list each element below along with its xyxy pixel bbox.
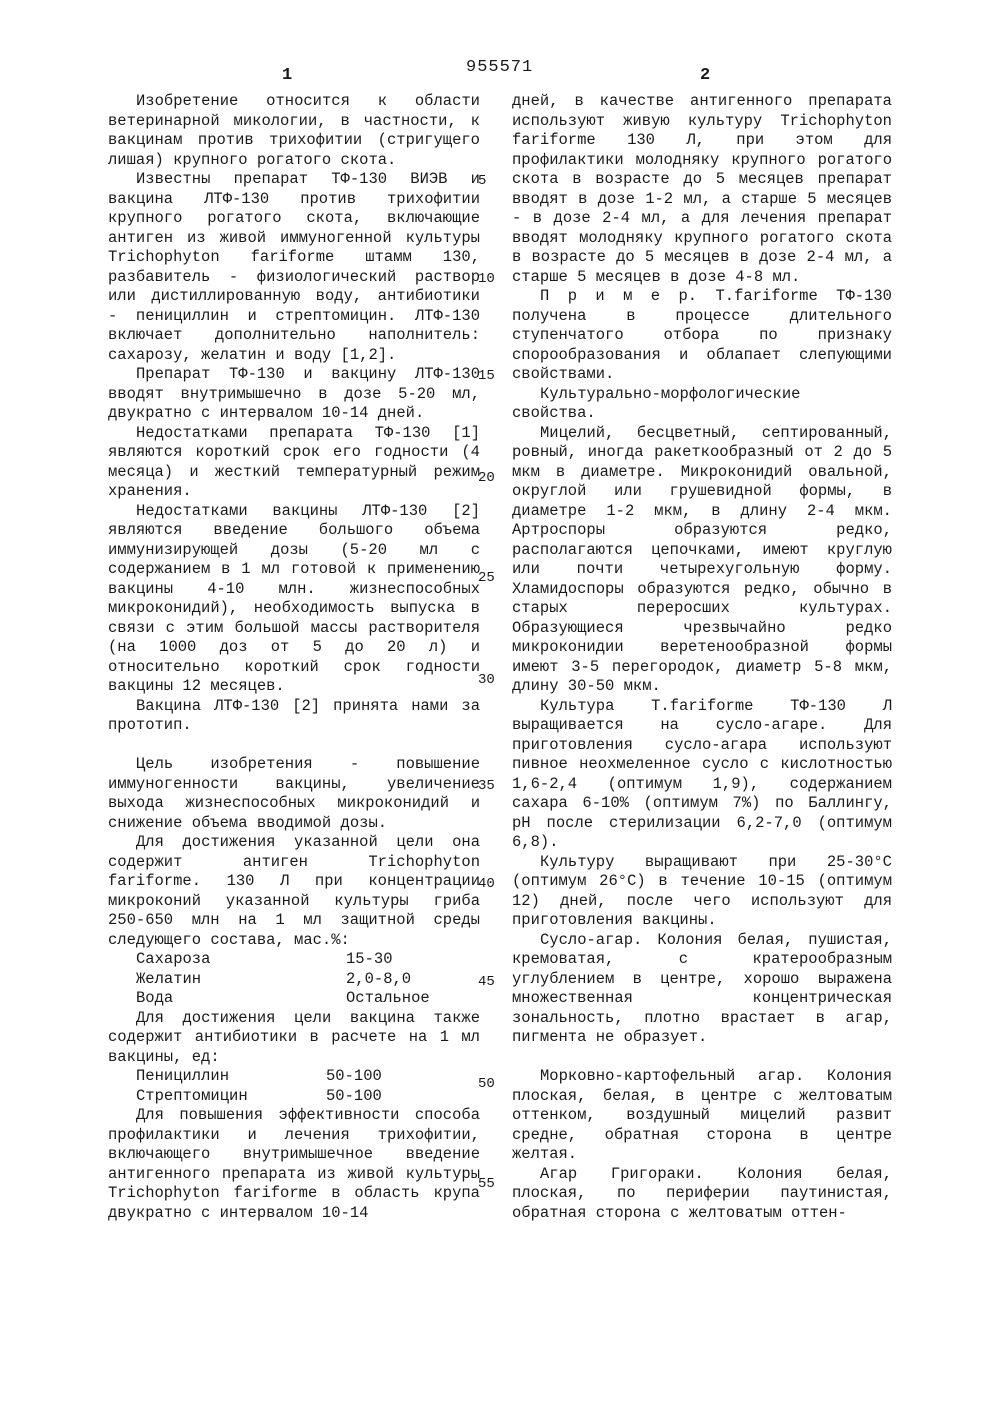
- antibiotic-name: Стрептомицин: [136, 1086, 248, 1105]
- component-value: 2,0-8,0: [346, 969, 412, 988]
- composition-table: [108, 950, 480, 1009]
- line-number: 50: [478, 1076, 495, 1092]
- paragraph: Цель изобретения - повышение иммуногенности вакцины, увеличение выхода жизнеспособных микроконидий и снижение объема вводимой дозы.: [108, 755, 480, 832]
- antibiotics-table: [108, 1067, 480, 1106]
- component-value: 15-30: [346, 950, 393, 968]
- line-number: 35: [478, 778, 495, 794]
- line-number: 20: [478, 470, 495, 486]
- table-row: [136, 1067, 480, 1087]
- paragraph: Культурально-морфологические свойства.: [512, 384, 801, 422]
- table-row: [136, 1087, 480, 1107]
- line-number: 30: [478, 672, 495, 688]
- table-row: [136, 950, 480, 970]
- component-name: Сахароза: [136, 950, 211, 968]
- line-number: 5: [478, 173, 487, 189]
- paragraph: Известны препарат ТФ-130 ВИЭВ и вакцина ЛТФ-130 против трихофитии крупного рогатого скота, включающие антиген из живой иммуногенной культуры Trichophyton fariforme штамм 130, разбавитель - физиологический раствор или дистиллированную воду, антибиотики - пенициллин и стрептомицин. ЛТФ-130 включает дополнительно наполнитель: сахарозу, желатин и воду [1,2].: [108, 170, 480, 364]
- paragraph: Культура T.fariforme ТФ-130 Л выращивается на сусло-агаре. Для приготовления сусло-агара используют пивное неохмеленное сусло с кислотностью 1,6-2,4 (оптимум 1,9), содержанием сахара 6-10% (оптимум 7%) по Баллингу, pH после стерилизации 6,2-7,0 (оптимум 6,8).: [512, 696, 892, 851]
- paragraph: Культуру выращивают при 25-30°С (оптимум 26°С) в течение 10-15 (оптимум 12) дней, после чего используют для приготовления вакцины.: [512, 852, 892, 929]
- line-number: 40: [478, 876, 495, 892]
- paragraph: Недостатками вакцины ЛТФ-130 [2] являются введение большого объема иммунизирующей дозы (5-20 мл с содержанием в 1 мл готовой к применению вакцины 4-10 млн. жизнеспособных микроконидий), необходимость выпуска в связи с этим большой массы растворителя (на 1000 доз от 5 до 20 л) и относительно короткий срок годности вакцины 12 месяцев.: [108, 501, 480, 695]
- paragraph: Мицелий, бесцветный, септированный, ровный, иногда ракеткообразный от 2 до 5 мкм в диаметре. Микроконидий овальной, округлой или грушевидной формы, в диаметре 1-2 мкм, в длину 2-4 мкм. Артроспоры образуются редко, располагаются цепочками, имеют круглую или почти четырехугольную форму. Хламидоспоры образуются редко, обычно в старых переросших культурах. Образующиеся чрезвычайно редко микроконидии веретенообразной формы имеют 3-5 перегородок, диаметр 5-8 мкм, длину 30-50 мкм.: [512, 423, 892, 695]
- component-name: Желатин: [136, 969, 202, 988]
- paragraph: Для повышения эффективности способа профилактики и лечения трихофитии, включающего внутримышечное введение антигенного препарата из живой культуры Trichophyton fariforme в область крупа двукратно с интервалом 10-14: [108, 1106, 480, 1222]
- paragraph: Сусло-агар. Колония белая, пушистая, кремоватая, с кратерообразным углублением в центре, хорошо выражена множественная концентрическая зональность, плотно врастает в агар, пигмента не образует.: [512, 930, 892, 1046]
- left-column: [108, 92, 480, 1223]
- table-row: [136, 970, 480, 990]
- page-number-left: 1: [282, 66, 293, 85]
- paragraph: дней, в качестве антигенного препарата используют живую культуру Trichophyton fariforme 130 Л, при этом для профилактики молодняку крупного рогатого скота в возрасте до 5 месяцев препарат вводят в дозе 1-2 мл, а старше 5 месяцев - в дозе 2-4 мл, а для лечения препарат вводят молодняку крупного рогатого скота в возрасте до 5 месяцев в дозе 2-4 мл, а старше 5 месяцев в дозе 4-8 мл.: [512, 92, 892, 286]
- page-number-right: 2: [700, 66, 711, 85]
- line-number: 10: [478, 271, 495, 287]
- antibiotic-value: 50-100: [326, 1067, 382, 1085]
- table-row: [136, 989, 480, 1009]
- component-value: Остальное: [346, 989, 430, 1007]
- paragraph: Вакцина ЛТФ-130 [2] принята нами за прототип.: [108, 696, 480, 734]
- paragraph: Недостатками препарата ТФ-130 [1] являются короткий срок его годности (4 месяца) и жесткий температурный режим хранения.: [108, 423, 480, 500]
- paragraph: Для достижения указанной цели она содержит антиген Trichophyton fariforme. 130 Л при концентрации микроконий указанной культуры гриба 250-650 млн на 1 мл защитной среды следующего состава, мас.%:: [108, 833, 480, 949]
- antibiotic-value: 50-100: [326, 1086, 382, 1105]
- right-column: [512, 92, 892, 1223]
- paragraph: Изобретение относится к области ветеринарной микологии, в частности, к вакцинам против трихофитии (стригущего лишая) крупного рогатого скота.: [108, 92, 480, 169]
- component-name: Вода: [136, 989, 174, 1007]
- line-number: 45: [478, 974, 495, 990]
- paragraph: Препарат ТФ-130 и вакцину ЛТФ-130 вводят внутримышечно в дозе 5-20 мл, двукратно с интервалом 10-14 дней.: [108, 365, 480, 422]
- antibiotic-name: Пенициллин: [136, 1067, 230, 1085]
- paragraph: Агар Григораки. Колония белая, плоская, по периферии паутинистая, обратная сторона с желтоватым оттен-: [512, 1164, 892, 1222]
- paragraph: Морковно-картофельный агар. Колония плоская, белая, в центре с желтоватым оттенком, воздушный мицелий развит средне, обратная сторона в центре желтая.: [512, 1067, 892, 1163]
- line-number: 55: [478, 1176, 495, 1192]
- line-number: 25: [478, 570, 495, 586]
- patent-number: 955571: [466, 58, 534, 77]
- paragraph: Для достижения цели вакцина также содержит антибиотики в расчете на 1 мл вакцины, ед:: [108, 1008, 480, 1066]
- line-number: 15: [478, 368, 495, 384]
- paragraph: П р и м е р. T.fariforme ТФ-130 получена в процессе длительного ступенчатого отбора по признаку спорообразования и облапает слепующими свойствами.: [512, 287, 892, 383]
